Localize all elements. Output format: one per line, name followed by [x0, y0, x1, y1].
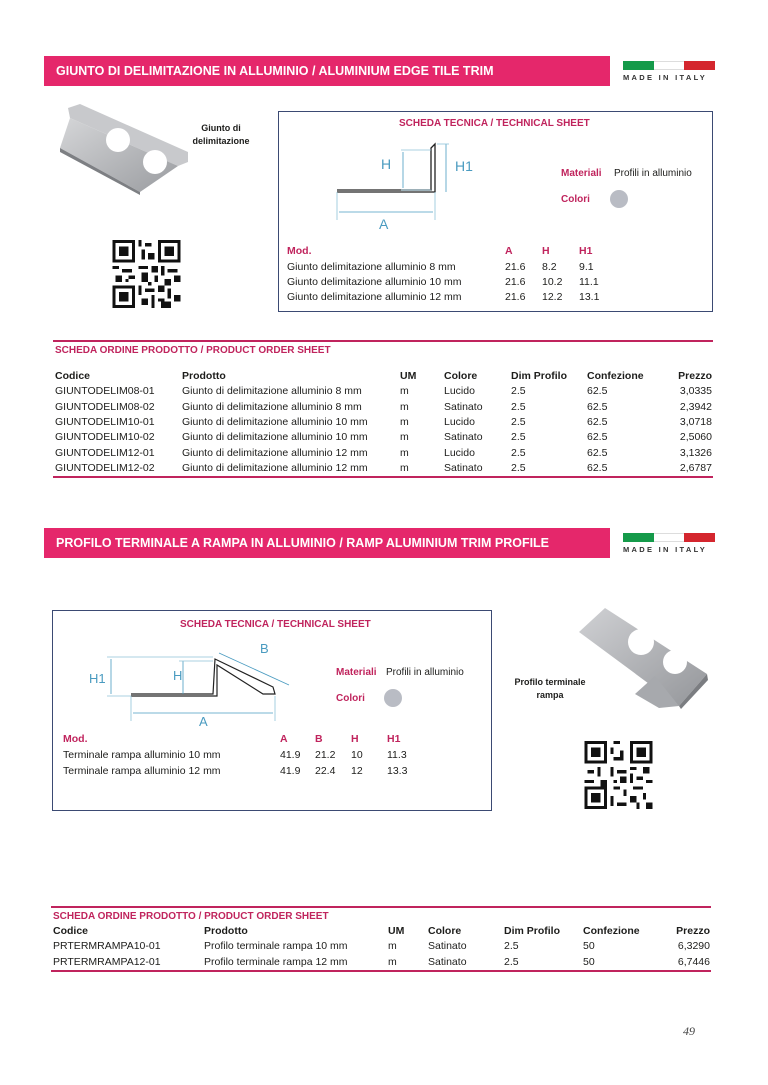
order-row-2-prezzo: 6,7446: [677, 955, 710, 968]
tech2-row-1-b: 21.2: [315, 749, 336, 761]
order-header-confezione: Confezione: [587, 370, 644, 382]
tech-row-2-h: 10.2: [542, 276, 563, 288]
section-1-title: GIUNTO DI DELIMITAZIONE IN ALLUMINIO / ALUMINIUM EDGE TILE TRIM: [56, 64, 494, 78]
order-header-prodotto: Prodotto: [204, 925, 248, 937]
order-row-4-prodotto: Giunto di delimitazione alluminio 10 mm: [182, 431, 368, 444]
dim-label-h1: H1: [455, 158, 473, 174]
order-header-codice: Codice: [55, 370, 91, 382]
qr-code-1[interactable]: [111, 240, 182, 308]
tech2-row-2-b: 22.4: [315, 765, 336, 777]
order-sheet-1-bottom-line: [53, 476, 713, 478]
order-row-4-dim-profilo: 2.5: [511, 431, 526, 444]
order-row-5-colore: Lucido: [444, 446, 475, 459]
order-row-1-dim-profilo: 2.5: [504, 940, 519, 953]
order-row-1-prezzo: 3,0335: [679, 385, 712, 398]
tech-row-2-a: 21.6: [505, 276, 526, 288]
order-row-2-confezione: 62.5: [587, 400, 608, 413]
tech-row-2-h1: 11.1: [579, 276, 599, 288]
order-row-4-codice: GIUNTODELIM10-02: [55, 431, 155, 444]
tech-row-2-mod: Giunto delimitazione alluminio 10 mm: [287, 276, 462, 288]
order-row-1-codice: GIUNTODELIM08-01: [55, 385, 155, 398]
order-header-prodotto: Prodotto: [182, 370, 226, 382]
technical-sheet-2: [52, 610, 492, 811]
order-header-prezzo: Prezzo: [676, 925, 710, 937]
order-row-3-um: m: [400, 415, 409, 428]
order-row-2-codice: GIUNTODELIM08-02: [55, 400, 155, 413]
made-in-italy-flag-2: [623, 533, 715, 554]
ramp-dim-label-h1: H1: [89, 671, 106, 686]
qr-code-2[interactable]: [583, 741, 654, 809]
tech2-row-2-h1: 13.3: [387, 765, 408, 777]
order-row-3-confezione: 62.5: [587, 415, 608, 428]
materiali-value-2: Profili in alluminio: [386, 667, 464, 678]
order-row-1-confezione: 50: [583, 940, 595, 953]
tech-row-1-h1: 9.1: [579, 261, 594, 273]
order-row-6-confezione: 62.5: [587, 461, 608, 474]
ramp-dim-label-b: B: [260, 641, 269, 656]
tech-header-a: A: [505, 245, 513, 257]
ramp-dim-label-h: H: [173, 668, 183, 683]
technical-sheet-2-title: SCHEDA TECNICA / TECHNICAL SHEET: [180, 619, 371, 630]
order-header-dim-profilo: Dim Profilo: [511, 370, 568, 382]
dim-label-h: H: [381, 156, 392, 172]
order-row-3-dim-profilo: 2.5: [511, 415, 526, 428]
tech2-row-1-h1: 11.3: [387, 749, 407, 761]
edge-trim-product-image: [60, 100, 190, 195]
tech-row-1-h: 8.2: [542, 261, 557, 273]
order-row-4-prezzo: 2,5060: [679, 431, 712, 444]
order-row-3-colore: Lucido: [444, 415, 475, 428]
order-sheet-2-bottom-line: [51, 970, 711, 972]
order-row-3-prodotto: Giunto di delimitazione alluminio 10 mm: [182, 415, 368, 428]
order-row-2-um: m: [400, 400, 409, 413]
order-header-dim-profilo: Dim Profilo: [504, 925, 561, 937]
order-header-um: UM: [400, 370, 417, 382]
order-header-um: UM: [388, 925, 405, 937]
order-row-1-colore: Satinato: [428, 940, 467, 953]
order-row-1-colore: Lucido: [444, 385, 475, 398]
tech2-row-2-mod: Terminale rampa alluminio 12 mm: [63, 765, 221, 777]
tech2-header-b: B: [315, 733, 323, 745]
tech2-row-1-a: 41.9: [280, 749, 301, 761]
tech-row-3-mod: Giunto delimitazione alluminio 12 mm: [287, 291, 462, 303]
tech-row-3-a: 21.6: [505, 291, 526, 303]
order-row-5-codice: GIUNTODELIM12-01: [55, 446, 155, 459]
made-in-italy-label-2: MADE IN ITALY: [623, 545, 708, 554]
order-sheet-1-top-line: [53, 340, 713, 342]
order-row-2-prodotto: Giunto di delimitazione alluminio 8 mm: [182, 400, 362, 413]
tech2-header-mod: Mod.: [63, 733, 88, 745]
tech2-row-2-a: 41.9: [280, 765, 301, 777]
order-sheet-2-title: SCHEDA ORDINE PRODOTTO / PRODUCT ORDER SHEET: [53, 911, 329, 922]
order-row-2-prezzo: 2,3942: [679, 400, 712, 413]
tech2-header-a: A: [280, 733, 288, 745]
section-1-banner: [44, 56, 610, 86]
order-row-3-codice: GIUNTODELIM10-01: [55, 415, 155, 428]
order-header-colore: Colore: [428, 925, 462, 937]
section-2-title: PROFILO TERMINALE A RAMPA IN ALLUMINIO / RAMP ALUMINIUM TRIM PROFILE: [56, 536, 550, 550]
order-row-6-um: m: [400, 461, 409, 474]
materiali-label: Materiali: [561, 168, 602, 179]
order-row-2-confezione: 50: [583, 955, 595, 968]
order-row-5-dim-profilo: 2.5: [511, 446, 526, 459]
technical-sheet-title: SCHEDA TECNICA / TECHNICAL SHEET: [399, 118, 590, 129]
order-header-confezione: Confezione: [583, 925, 640, 937]
order-row-2-codice: PRTERMRAMPA12-01: [53, 955, 161, 968]
order-sheet-1-title: SCHEDA ORDINE PRODOTTO / PRODUCT ORDER SHEET: [55, 345, 331, 356]
dim-label-a: A: [379, 216, 389, 232]
order-row-5-confezione: 62.5: [587, 446, 608, 459]
tech-header-h: H: [542, 245, 550, 257]
order-row-6-prezzo: 2,6787: [679, 461, 712, 474]
tech-row-3-h1: 13.1: [579, 291, 600, 303]
order-row-4-confezione: 62.5: [587, 431, 608, 444]
order-row-2-colore: Satinato: [444, 400, 483, 413]
tech-row-3-h: 12.2: [542, 291, 563, 303]
edge-trim-profile-diagram: [331, 140, 481, 235]
order-row-1-prodotto: Giunto di delimitazione alluminio 8 mm: [182, 385, 362, 398]
order-header-prezzo: Prezzo: [678, 370, 712, 382]
tech-header-h1: H1: [579, 245, 593, 257]
order-row-6-prodotto: Giunto di delimitazione alluminio 12 mm: [182, 461, 368, 474]
order-row-2-dim-profilo: 2.5: [504, 955, 519, 968]
order-row-4-colore: Satinato: [444, 431, 483, 444]
order-row-2-dim-profilo: 2.5: [511, 400, 526, 413]
order-header-codice: Codice: [53, 925, 89, 937]
order-row-2-um: m: [388, 955, 397, 968]
ramp-profile-diagram: [93, 639, 303, 734]
order-row-6-colore: Satinato: [444, 461, 483, 474]
made-in-italy-flag: [623, 61, 715, 82]
materiali-value: Profili in alluminio: [614, 168, 692, 179]
order-row-1-codice: PRTERMRAMPA10-01: [53, 940, 161, 953]
tech2-row-2-h: 12: [351, 765, 363, 777]
order-header-colore: Colore: [444, 370, 478, 382]
order-row-2-prodotto: Profilo terminale rampa 12 mm: [204, 955, 348, 968]
section-2-banner: [44, 528, 610, 558]
order-row-1-confezione: 62.5: [587, 385, 608, 398]
order-row-1-um: m: [388, 940, 397, 953]
order-row-5-prodotto: Giunto di delimitazione alluminio 12 mm: [182, 446, 368, 459]
tech2-row-1-h: 10: [351, 749, 363, 761]
color-swatch-silver-2[interactable]: [384, 689, 402, 707]
tech-row-1-a: 21.6: [505, 261, 526, 273]
tech-header-mod: Mod.: [287, 245, 312, 257]
order-sheet-2-top-line: [51, 906, 711, 908]
order-row-4-um: m: [400, 431, 409, 444]
color-swatch-silver[interactable]: [610, 190, 628, 208]
order-row-6-dim-profilo: 2.5: [511, 461, 526, 474]
ramp-trim-caption: Profilo terminale rampa: [514, 677, 586, 700]
order-row-5-um: m: [400, 446, 409, 459]
colori-label-2: Colori: [336, 693, 365, 704]
edge-trim-caption: Giunto di delimitazione: [192, 123, 250, 146]
tech2-row-1-mod: Terminale rampa alluminio 10 mm: [63, 749, 221, 761]
materiali-label-2: Materiali: [336, 667, 377, 678]
colori-label: Colori: [561, 194, 590, 205]
order-row-3-prezzo: 3,0718: [679, 415, 712, 428]
page-number: 49: [683, 1024, 695, 1038]
tech-row-1-mod: Giunto delimitazione alluminio 8 mm: [287, 261, 456, 273]
order-row-2-colore: Satinato: [428, 955, 467, 968]
technical-sheet-1: [278, 111, 713, 312]
order-row-1-dim-profilo: 2.5: [511, 385, 526, 398]
order-row-1-prezzo: 6,3290: [677, 940, 710, 953]
tech2-header-h: H: [351, 733, 359, 745]
order-row-5-prezzo: 3,1326: [679, 446, 712, 459]
tech2-header-h1: H1: [387, 733, 401, 745]
order-row-1-prodotto: Profilo terminale rampa 10 mm: [204, 940, 348, 953]
order-row-1-um: m: [400, 385, 409, 398]
made-in-italy-label: MADE IN ITALY: [623, 73, 708, 82]
order-row-6-codice: GIUNTODELIM12-02: [55, 461, 155, 474]
ramp-dim-label-a: A: [199, 714, 208, 729]
